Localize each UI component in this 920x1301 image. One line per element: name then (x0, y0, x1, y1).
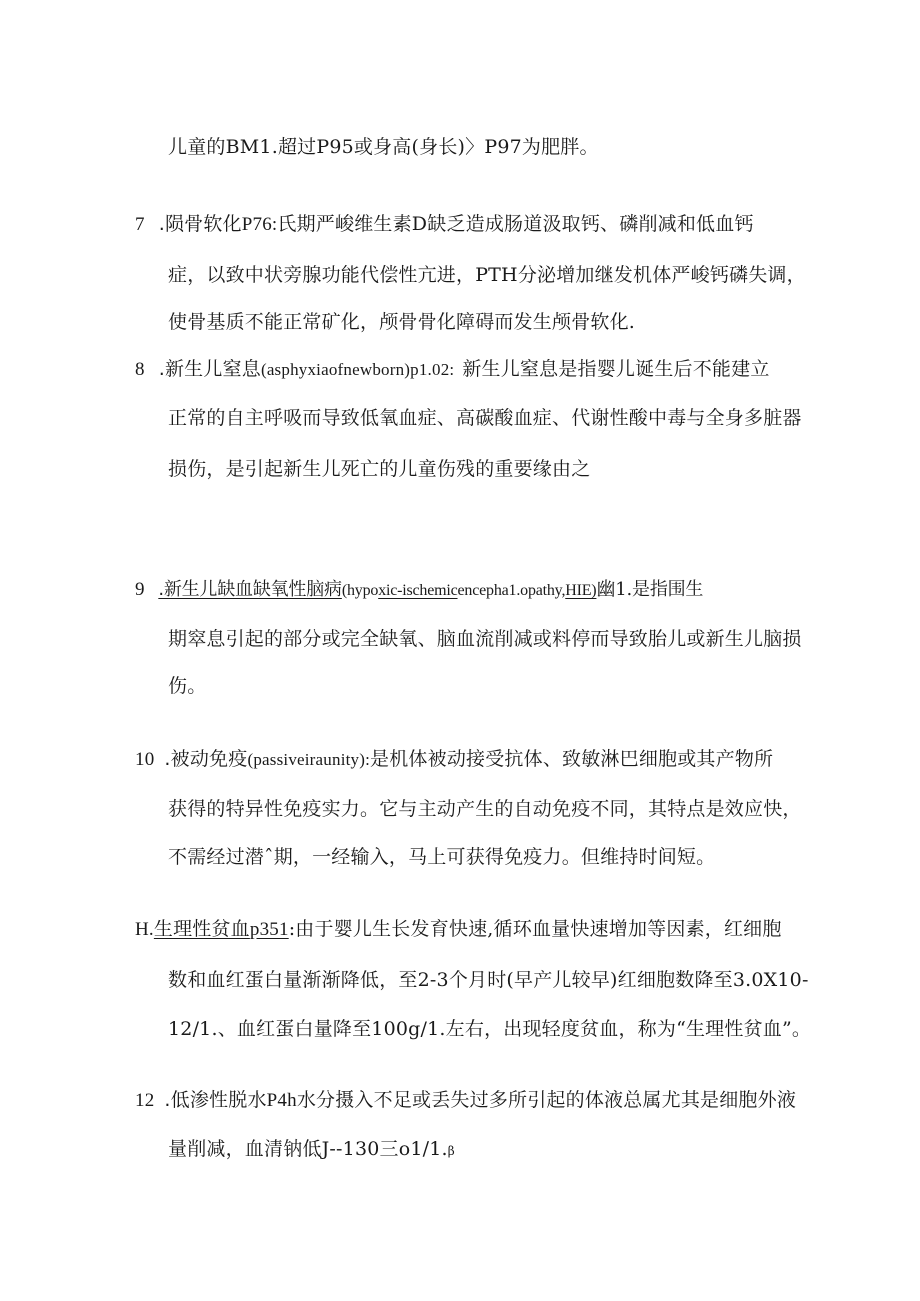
entry-11-line-1 (135, 915, 782, 944)
entry-10-line-1 (135, 745, 773, 774)
entry-number: H. (135, 919, 154, 940)
entry-term: 生理性贫血 (153, 918, 250, 940)
entry-7-line-1 (135, 210, 754, 239)
entry-text: 期窣息引起的部分或完全缺氧、脑血流削减或料停而导致胎儿或新生儿脑损 (168, 628, 802, 650)
entry-text: 数和血红蛋白量渐渐降低，至2-3 (168, 969, 449, 991)
entry-8-line-1 (135, 355, 770, 384)
entry-text: 是机体被动接受抗体、致敏淋巴细胞或其产物所 (370, 748, 774, 770)
entry-11-line-3 (168, 1015, 811, 1043)
entry-text: 新生儿窒息是指婴儿诞生后不能建立 (462, 358, 770, 380)
entry-ref: p351 (249, 919, 289, 940)
entry-9-line-2 (168, 625, 802, 653)
entry-12-line-2 (168, 1135, 455, 1165)
entry-ref: (passiveiraunity): (247, 750, 371, 769)
entry-ref: xic-ischemic (378, 582, 458, 599)
entry-term: .新生儿缺血缺氧性脑病 (158, 579, 342, 600)
entry-ref: P4h (266, 1090, 297, 1111)
entry-text: (早产儿较早)红细胞数降至3.0X10- (506, 969, 809, 991)
entry-8-line-3 (168, 455, 590, 483)
entry-ref: (asphyxiaofnewborn)p1.02: (260, 360, 455, 379)
entry-ref: (hypo (341, 582, 379, 599)
intro-text: 儿童的BM1.超过P95或身高(身长)〉P97为肥胖。 (168, 136, 599, 158)
entry-text-subscript: β (447, 1144, 455, 1158)
entry-term: .低渗性脱水 (164, 1089, 267, 1111)
entry-10-line-2 (168, 795, 802, 823)
entry-10-line-3 (168, 843, 715, 871)
entry-number: 12 (135, 1090, 155, 1111)
entry-term: .陨骨软化 (158, 213, 242, 235)
entry-text: 症，以致中状旁腺功能代偿性亢进，PTH分泌增加继发机体严峻钙磷失调， (168, 264, 806, 286)
entry-text: 1.是指围生 (615, 579, 704, 600)
entry-text: 量削减，血清钠低J--130三o1∕1. (168, 1138, 448, 1160)
entry-9-line-1 (135, 575, 703, 605)
entry-7-line-2 (168, 261, 806, 289)
entry-number: 7 (135, 214, 145, 235)
entry-ref: HIE) (565, 582, 597, 599)
entry-number: 9 (135, 579, 145, 600)
entry-text: :由于婴儿生长发育快速,循环血量快速增加等因素，红细胞 (288, 918, 782, 940)
entry-9-line-3 (168, 672, 206, 700)
entry-number: 8 (135, 359, 145, 380)
entry-text: 伤。 (168, 675, 207, 697)
entry-text-emphasis: 个月时 (448, 969, 507, 991)
entry-text: 正常的自主呼吸而导致低氧血症、高碳酸血症、代谢性酸中毒与全身多脏器 (168, 407, 802, 429)
entry-term: 幽 (596, 578, 616, 600)
entry-number: 10 (135, 749, 155, 770)
entry-ref: P76: (241, 214, 278, 235)
entry-text: 获得的特异性免疫实力。它与主动产生的自动免疫不同，其特点是效应快， (168, 798, 802, 820)
entry-text: 氏期严峻维生素D缺乏造成肠道汲取钙、磷削减和低血钙 (277, 213, 754, 235)
entry-text: 不需经过潜ˆ期，一经输入，马上可获得免疫力。但维持时间短。 (168, 846, 716, 868)
entry-text: 使骨基质不能正常矿化，颅骨骨化障碍而发生颅骨软化. (168, 311, 636, 333)
intro-line (168, 133, 599, 161)
entry-term: .被动免疫 (164, 748, 248, 770)
entry-term: .新生儿窒息 (158, 358, 261, 380)
entry-11-line-2 (168, 966, 809, 994)
entry-8-line-2 (168, 404, 802, 432)
entry-text: 12/1.、血红蛋白量降至100g/1.左右，出现轻度贫血，称为“生理性贫血”。 (168, 1018, 812, 1040)
entry-ref: encepha1.opathy, (457, 582, 566, 599)
entry-7-line-3 (168, 308, 635, 336)
entry-text: 损伤，是引起新生儿死亡的儿童伤残的重要缘由之 (168, 458, 591, 480)
entry-text: 水分摄入不足或丢失过多所引起的体液总属尤其是细胞外液 (296, 1089, 797, 1111)
entry-12-line-1 (135, 1086, 796, 1115)
